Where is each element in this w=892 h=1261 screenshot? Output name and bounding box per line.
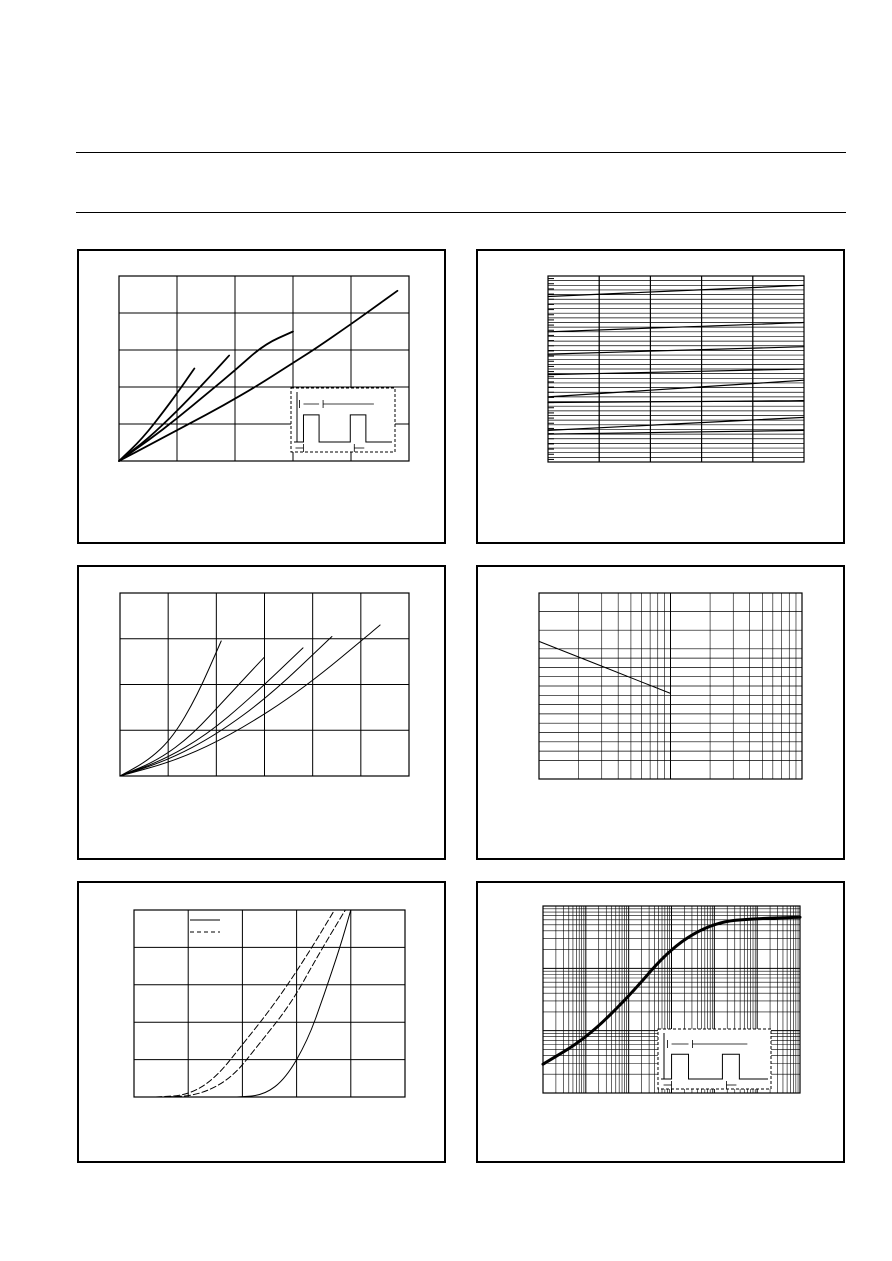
chart-3-series-3-line [120,648,303,776]
inset-frame [658,1029,771,1089]
chart-5-series-2-line [167,910,346,1097]
chart-5-grid [134,910,405,1097]
chart-6-svg [478,883,847,1165]
chart-1-series-4-line [119,368,194,461]
chart-5-series-3-line [237,910,351,1097]
chart-3-series-4-line [120,637,332,777]
chart-5-legend [190,920,220,932]
chart-5-series-1-line [156,910,335,1097]
chart-panel-6 [476,881,845,1163]
chart-1-pulse-inset [291,388,395,452]
header-rule-top [76,152,846,153]
chart-2-series-7-line [548,417,804,430]
chart-1-svg [79,251,448,546]
chart-3-series-5-line [120,625,380,776]
chart-panel-5 [77,881,446,1163]
chart-5-svg [79,883,448,1165]
chart-4-grid [539,593,802,779]
chart-panel-2 [476,249,845,544]
chart-3-svg [79,567,448,862]
chart-3-series-2-line [120,657,265,776]
chart-5-plot-frame [134,910,405,1097]
chart-2-series-8-line [548,430,804,434]
chart-panel-1 [77,249,446,544]
chart-6-pulse-inset [658,1029,771,1089]
chart-4-svg [478,567,847,862]
chart-panel-3 [77,565,446,860]
header-rule-bottom [76,212,846,213]
chart-2-svg [478,251,847,546]
chart-panel-4 [476,565,845,860]
